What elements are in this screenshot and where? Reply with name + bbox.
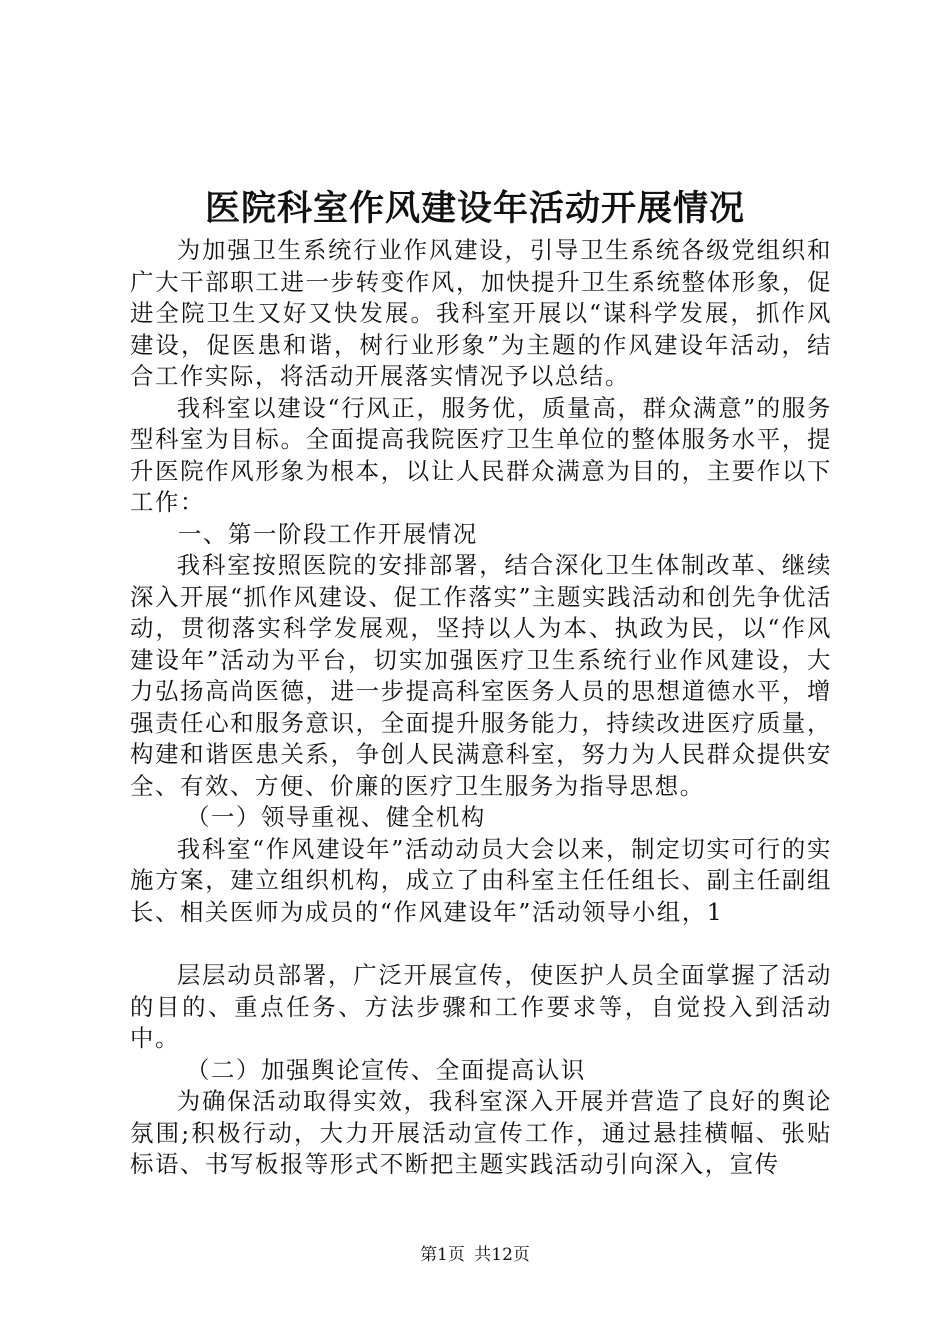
document-title: 医院科室作风建设年活动开展情况	[204, 188, 745, 229]
paragraph-goal: 我科室以建设“行风正，服务优，质量高，群众满意”的服务型科室为目标。全面提高我院医疗卫生单位的整体服务水平，提升医院作风形象为根本，以让人民群众满意为目的，主要作以下工作：	[130, 393, 832, 516]
page-total: 共12页	[474, 1245, 530, 1265]
paragraph-leadership: 我科室“作风建设年”活动动员大会以来，制定切实可行的实施方案，建立组织机构，成立了由科室主任任组长、副主任副组长、相关医师为成员的“作风建设年”活动领导小组，1	[130, 834, 832, 926]
paragraph-publicity: 为确保活动取得实效，我科室深入开展并营造了良好的舆论氛围;积极行动，大力开展活动宣传工作，通过悬挂横幅、张贴标语、书写板报等形式不断把主题实践活动引向深入，宣传	[130, 1087, 832, 1178]
paragraph-intro: 为加强卫生系统行业作风建设，引导卫生系统各级党组织和广大干部职工进一步转变作风，加快提升卫生系统整体形象，促进全院卫生又好又快发展。我科室开展以“谋科学发展，抓作风建设，促医患和谐，树行业形象”为主题的作风建设年活动，结合工作实际，将活动开展落实情况予以总结。	[130, 236, 832, 390]
body-block-lower	[130, 960, 832, 1181]
page-number: 第1页	[420, 1245, 465, 1265]
subsection-heading-leadership: （一）领导重视、健全机构	[186, 803, 486, 831]
section-heading-stage-one: 一、第一阶段工作开展情况	[178, 519, 478, 548]
page-footer	[0, 1243, 950, 1267]
paragraph-mobilization: 层层动员部署，广泛开展宣传，使医护人员全面掌握了活动的目的、重点任务、方法步骤和工作要求等，自觉投入到活动中。	[130, 961, 832, 1052]
subsection-heading-publicity: （二）加强舆论宣传、全面提高认识	[186, 1055, 586, 1084]
body-block-upper	[130, 235, 832, 928]
paragraph-stage-one: 我科室按照医院的安排部署，结合深化卫生体制改革、继续深入开展“抓作风建设、促工作落实”主题实践活动和创先争优活动，贯彻落实科学发展观，坚持以人为本、执政为民，以“作风建设年”活动为平台，切实加强医疗卫生系统行业作风建设，大力弘扬高尚医德，进一步提高科室医务人员的思想道德水平，增强责任心和服务意识，全面提升服务能力，持续改进医疗质量，构建和谐医患关系，争创人民满意科室，努力为人民群众提供安全、有效、方便、价廉的医疗卫生服务为指导思想。	[130, 551, 832, 800]
